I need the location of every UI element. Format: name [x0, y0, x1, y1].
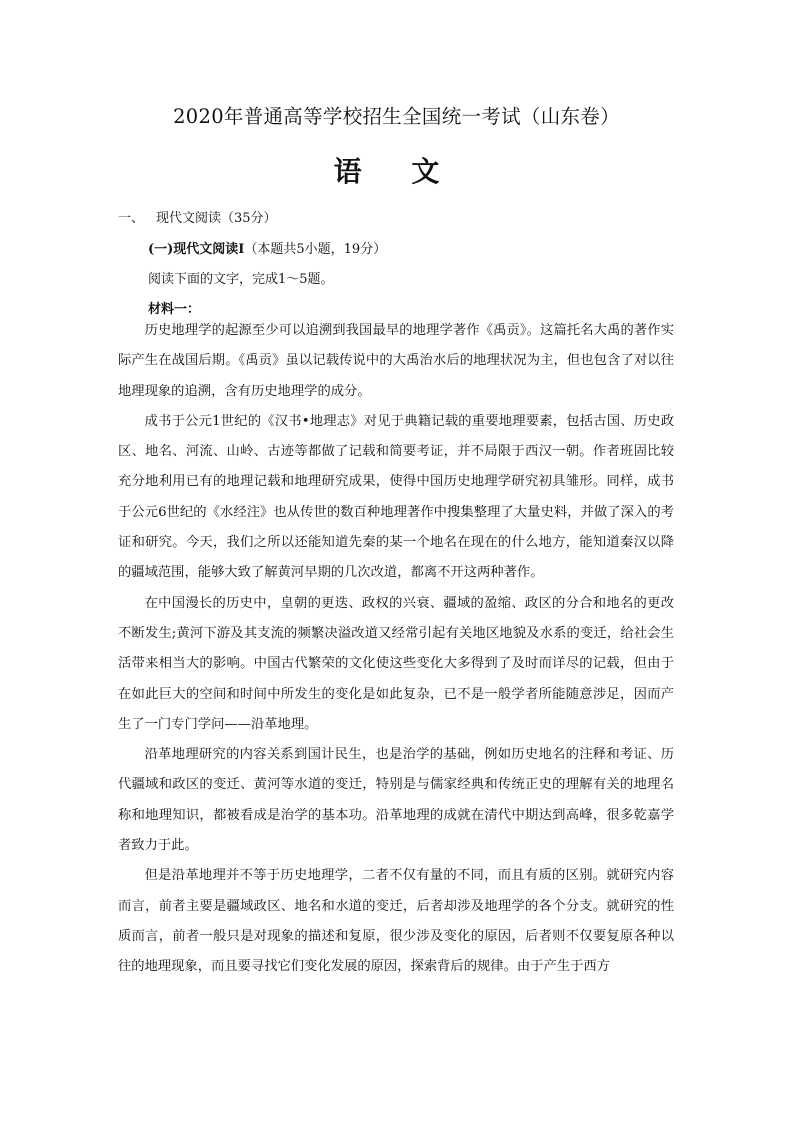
subsection-note: （本题共5小题，19分）	[244, 242, 387, 257]
material-label: 材料一：	[148, 302, 201, 317]
subject-heading: 语 文	[333, 155, 460, 188]
paragraph: 历史地理学的起源至少可以追溯到我国最早的地理学著作《禹贡》。这篇托名大禹的著作实际产生在战国后期。《禹贡》虽以记载传说中的大禹治水后的地理状况为主，但也包含了对以往地理现象的追溯，含有历史地理学的成分。	[118, 323, 674, 399]
section-heading	[118, 207, 277, 226]
reading-instruction: 阅读下面的文字，完成1～5题。	[148, 272, 334, 287]
paragraph: 但是沿革地理并不等于历史地理学，二者不仅有量的不同，而且有质的区别。就研究内容而言，前者主要是疆域政区、地名和水道的变迁，后者却涉及地理学的各个分支。就研究的性质而言，前者一般只是对现象的描述和复原，很少涉及变化的原因，后者则不仅要复原各种以往的地理现象，而且要寻找它们变化发展的原因，探索背后的规律。由于产生于西方	[118, 868, 674, 975]
paragraph: 成书于公元1世纪的《汉书•地理志》对见于典籍记载的重要地理要素，包括古国、历史政区、地名、河流、山岭、古迹等都做了记载和简要考证，并不局限于西汉一朝。作者班固比较充分地利用已有的地理记载和地理研究成果，使得中国历史地理学研究初具雏形。同样，成书于公元6世纪的《水经注》也从传世的数百种地理著作中搜集整理了大量史料，并做了深入的考证和研究。今天，我们之所以还能知道先秦的某一个地名在现在的什么地方，能知道秦汉以降的疆域范围，能够大致了解黄河早期的几次改道，都离不开这两种著作。	[118, 413, 674, 581]
paragraph: 在中国漫长的历史中，皇朝的更迭、政权的兴衰、疆域的盈缩、政区的分合和地名的更改不断发生;黄河下游及其支流的频繁决溢改道又经常引起有关地区地貌及水系的变迁，给社会生活带来相当大的影响。中国古代繁荣的文化使这些变化大多得到了及时而详尽的记载，但由于在如此巨大的空间和时间中所发生的变化是如此复杂，已不是一般学者所能随意涉足，因而产生了一门专门学问——沿革地理。	[118, 595, 674, 732]
section-number: 一、	[118, 211, 145, 226]
subsection-label: (一)现代文阅读Ⅰ	[148, 242, 245, 257]
exam-title: 2020年普通高等学校招生全国统一考试（山东卷）	[173, 105, 620, 128]
section-label: 现代文阅读（35分）	[156, 211, 277, 226]
paragraph: 沿革地理研究的内容关系到国计民生，也是治学的基础，例如历史地名的注释和考证、历代疆域和政区的变迁、黄河等水道的变迁，特别是与儒家经典和传统正史的理解有关的地理名称和地理知识，都被看成是治学的基本功。沿革地理的成就在清代中期达到高峰，很多乾嘉学者致力于此。	[118, 747, 674, 854]
subsection-heading	[148, 238, 386, 257]
passage-body	[118, 316, 674, 983]
